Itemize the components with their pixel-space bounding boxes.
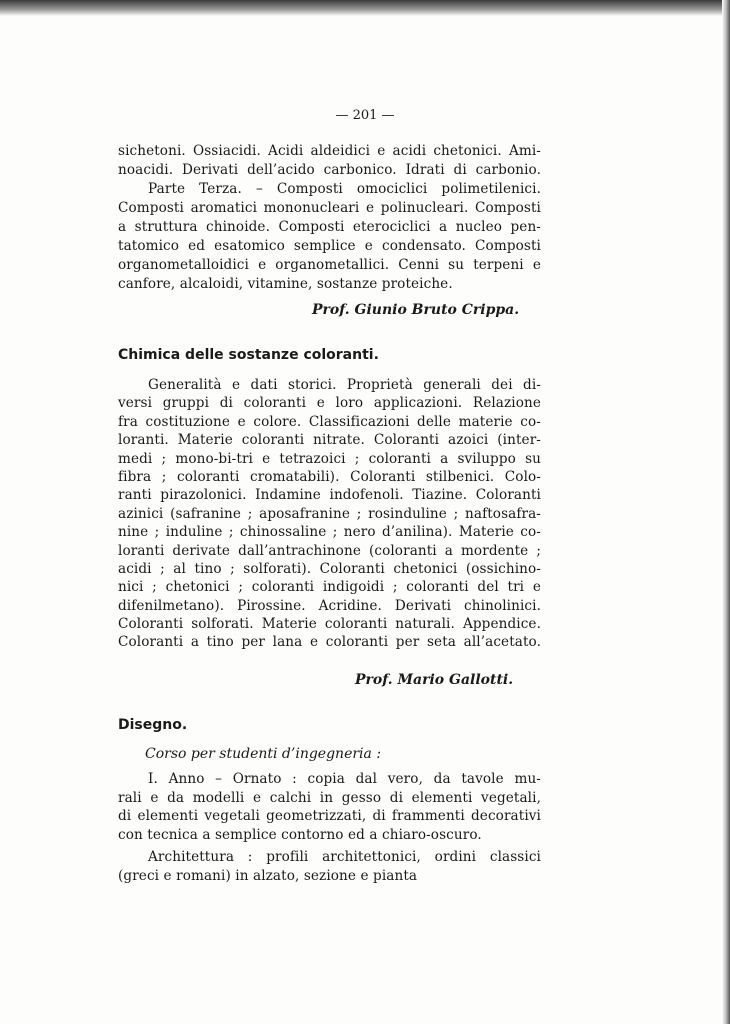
text-line: Generalità e dati storici. Proprietà generali dei di-	[148, 377, 541, 393]
text-line: Architettura : profili architettonici, ordini classici	[148, 848, 541, 865]
text-line: nici ; chetonici ; coloranti indigoidi ; coloranti del tri e	[118, 579, 541, 596]
text-line: a struttura chinoide. Composti eterociclici a nucleo pen-	[118, 219, 541, 235]
scan-right-edge	[722, 0, 730, 1024]
signature-gallotti: Prof. Mario Gallotti.	[355, 672, 514, 688]
text-line: difenilmetano). Pirossine. Acridine. Derivati chinolinici.	[118, 597, 541, 614]
text-line: loranti. Materie coloranti nitrate. Coloranti azoici (inter-	[118, 432, 541, 449]
text-line: rali e da modelli e calchi in gesso di elementi vegetali,	[118, 789, 541, 806]
text-line: Parte Terza. – Composti omociclici polimetilenici.	[148, 181, 541, 197]
text-line: (greci e romani) in alzato, sezione e pianta	[118, 867, 418, 884]
text-line: ranti pirazolonici. Indamine indofenoli. Tiazine. Coloranti	[118, 487, 541, 504]
text-line: organometalloidici e organometallici. Cenni su terpeni e	[118, 257, 541, 273]
text-line: tatomico ed esatomico semplice e condensato. Composti	[118, 238, 541, 254]
text-line: medi ; mono-bi-tri e tetrazoici ; coloranti a sviluppo su	[118, 450, 541, 467]
text-line: con tecnica a semplice contorno ed a chiaro-oscuro.	[118, 826, 482, 843]
text-line: Coloranti solforati. Materie coloranti naturali. Appendice.	[118, 616, 541, 633]
text-line: noacidi. Derivati dell’acido carbonico. Idrati di carbonio.	[118, 162, 541, 178]
heading-chimica-coloranti: Chimica delle sostanze coloranti.	[118, 347, 379, 363]
text-line: acidi ; al tino ; solforati). Coloranti chetonici (ossichino-	[118, 560, 541, 577]
text-line: canfore, alcaloidi, vitamine, sostanze proteiche.	[118, 276, 453, 292]
text-line: di elementi vegetali geometrizzati, di frammenti decorativi	[118, 808, 541, 824]
text-line: fra costituzione e colore. Classificazioni delle materie co-	[118, 413, 541, 430]
heading-disegno: Disegno.	[118, 717, 188, 733]
text-line: Composti aromatici mononucleari e polinucleari. Composti	[118, 200, 541, 216]
page-number: — 201 —	[335, 108, 395, 123]
text-line: sichetoni. Ossiacidi. Acidi aldeidici e acidi chetonici. Ami-	[118, 143, 541, 159]
text-line: azinici (safranine ; aposafranine ; rosinduline ; naftosafra-	[118, 505, 541, 522]
section-disegno-text	[118, 770, 541, 886]
scan-top-edge	[0, 0, 730, 16]
signature-crippa: Prof. Giunio Bruto Crippa.	[312, 302, 520, 318]
subheading-corso-ingegneria: Corso per studenti d’ingegneria :	[145, 746, 382, 762]
text-line: loranti derivate dall’antrachinone (coloranti a mordente ;	[118, 542, 541, 559]
text-line: versi gruppi di coloranti e loro applicazioni. Relazione	[118, 395, 541, 412]
text-line: I. Anno – Ornato : copia dal vero, da tavole mu-	[148, 771, 541, 787]
section-organic-chemistry-text	[118, 142, 541, 294]
text-line: fibra ; coloranti cromatabili). Coloranti stilbenici. Colo-	[118, 468, 541, 485]
text-line: Coloranti a tino per lana e coloranti per seta all’acetato.	[118, 634, 541, 651]
text-line: nine ; induline ; chinossaline ; nero d’anilina). Materie co-	[118, 524, 541, 541]
section-coloranti-text	[118, 376, 541, 652]
